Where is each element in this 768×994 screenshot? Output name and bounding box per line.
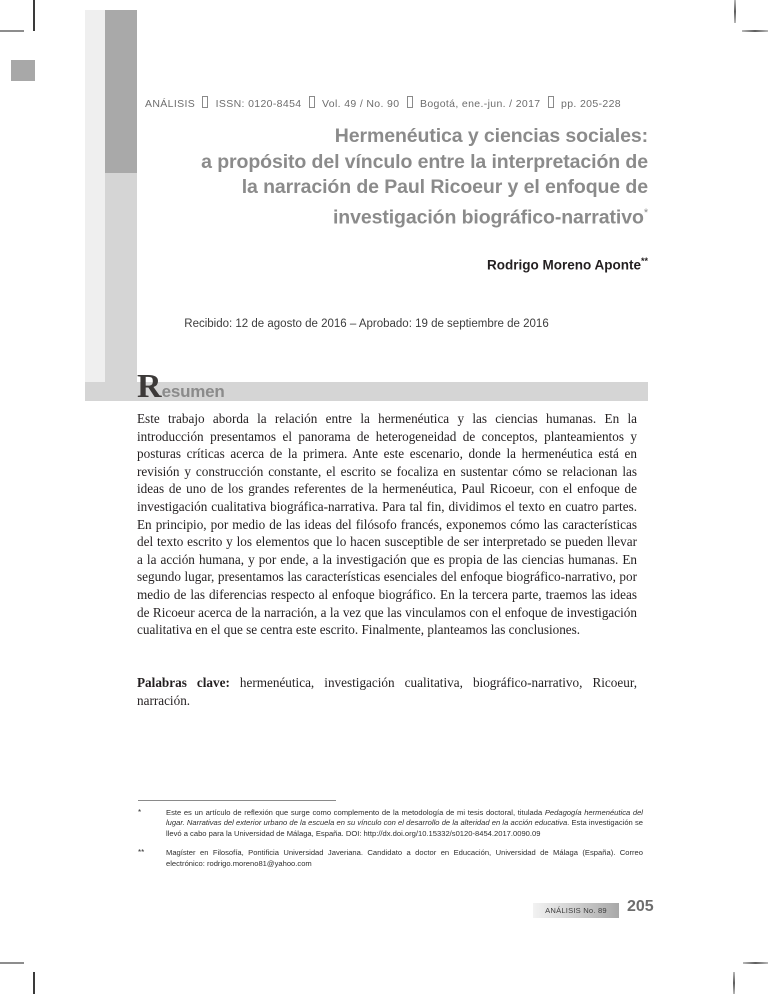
resumen-heading <box>137 368 225 405</box>
author-footnote-marker: ** <box>640 256 648 266</box>
footnote-text-part-1: Magíster en Filosofía, Pontificia Universidad Javeriana. Candidato a doctor en Educación, Universidad de Málaga (España). Correo electrónico: rodrigo.moreno81@yahoo.com <box>166 848 643 868</box>
crop-mark-bottom-left-vertical <box>33 972 35 994</box>
footnote-text-part-2: . Esta investigación se llevó a cabo para la Universidad de Málaga, España. DOI: http://dx.doi.org/10.15332/s0120-8454.2017.0090.09 <box>166 818 643 838</box>
separator-glyph-icon <box>548 96 554 108</box>
abstract-body: Este trabajo aborda la relación entre la hermenéutica y las ciencias humanas. En la introducción presentamos el panorama de heterogeneidad de conceptos, planteamientos y posturas críticas acerca de la primera. Ante este escenario, donde la hermenéutica está en revisión y construcción constante, el escrito se focaliza en sustentar cómo se relacionan las ideas de uno de los grandes referentes de la hermenéutica, Paul Ricoeur, con el enfoque de investigación cualitativa biográfica-narrativa. Para tal fin, dividimos el texto en cuatro partes. En principio, por medio de las ideas del filósofo francés, exponemos cómo las características del texto escrito y los elementos que lo hacen susceptible de ser interpretado se pueden llevar a la acción humana, y por ende, a la investigación que es propia de las ciencias humanas. En segundo lugar, presentamos las características esenciales del enfoque biográfico-narrativo, por medio de las diferencias respecto al enfoque biográfico. En la tercera parte, traemos las ideas de Ricoeur acerca de la narración, a la vez que las vinculamos con el enfoque de investigación cualitativa en el que se centra este escrito. Finalmente, planteamos las conclusiones. <box>137 411 637 638</box>
footnote-marker: ** <box>138 848 145 858</box>
crop-mark-top-right-vertical <box>734 0 736 23</box>
resumen-heading-text: esumen <box>161 382 225 401</box>
keywords-label: Palabras clave: <box>137 675 230 690</box>
page-title <box>150 124 648 231</box>
crop-mark-bottom-right-horizontal <box>743 962 768 964</box>
journal-name: ANÁLISIS <box>145 98 196 110</box>
keywords-paragraph <box>137 674 637 709</box>
footnote-marker: * <box>138 808 142 817</box>
title-line-2: a propósito del vínculo entre la interpretación de <box>201 150 648 173</box>
journal-header-line <box>145 96 645 110</box>
resumen-dropcap: R <box>137 368 162 405</box>
author-name: Rodrigo Moreno Aponte <box>487 257 641 273</box>
title-line-4: investigación biográfico-narrativo <box>332 206 644 228</box>
separator-glyph-icon <box>309 96 315 108</box>
keywords-value: hermenéutica, investigación cualitativa, biográfico-narrativo, Ricoeur, narración. <box>137 675 637 708</box>
separator-glyph-icon <box>202 96 208 108</box>
crop-mark-bottom-right-vertical <box>733 972 735 994</box>
crop-mark-top-left-vertical <box>33 0 35 31</box>
separator-glyph-icon <box>407 96 413 108</box>
footnote-item <box>138 808 643 839</box>
received-approved-dates: Recibido: 12 de agosto de 2016 – Aprobado: 19 de septiembre de 2016 <box>184 318 549 330</box>
crop-mark-top-left-horizontal <box>0 30 24 32</box>
journal-volume: Vol. 49 / No. 90 <box>322 98 400 110</box>
footer-journal-badge: ANÁLISIS No. 89 <box>533 903 619 918</box>
footnote-item <box>138 848 643 869</box>
journal-pages: pp. 205-228 <box>561 98 621 110</box>
crop-mark-bottom-left-horizontal <box>0 962 24 964</box>
title-line-3: la narración de Paul Ricoeur y el enfoque de <box>241 176 648 198</box>
crop-mark-top-right-horizontal <box>742 30 768 32</box>
title-line-1: Hermenéutica y ciencias sociales: <box>334 125 648 147</box>
journal-issn: ISSN: 0120-8454 <box>215 98 302 110</box>
footnote-separator-rule <box>138 800 336 801</box>
journal-place-date: Bogotá, ene.-jun. / 2017 <box>419 98 541 110</box>
page-number: 205 <box>627 898 654 915</box>
footnote-text-italic: Pedagogía hermenéutica del lugar. Narrativas del exterior urbano de la escuela en su vínculo con el desarrollo de la alteridad en la acción educativa <box>166 808 643 828</box>
footnotes-block <box>138 808 643 878</box>
registration-square <box>11 60 35 81</box>
title-footnote-marker: * <box>643 206 648 219</box>
author-line <box>150 256 648 273</box>
decorative-bar-light <box>85 10 105 401</box>
footnote-text-part-1: Este es un artículo de reflexión que surge como complemento de la metodología de mi tesis doctoral, titulada <box>166 808 545 817</box>
decorative-bar-dark <box>105 10 137 173</box>
